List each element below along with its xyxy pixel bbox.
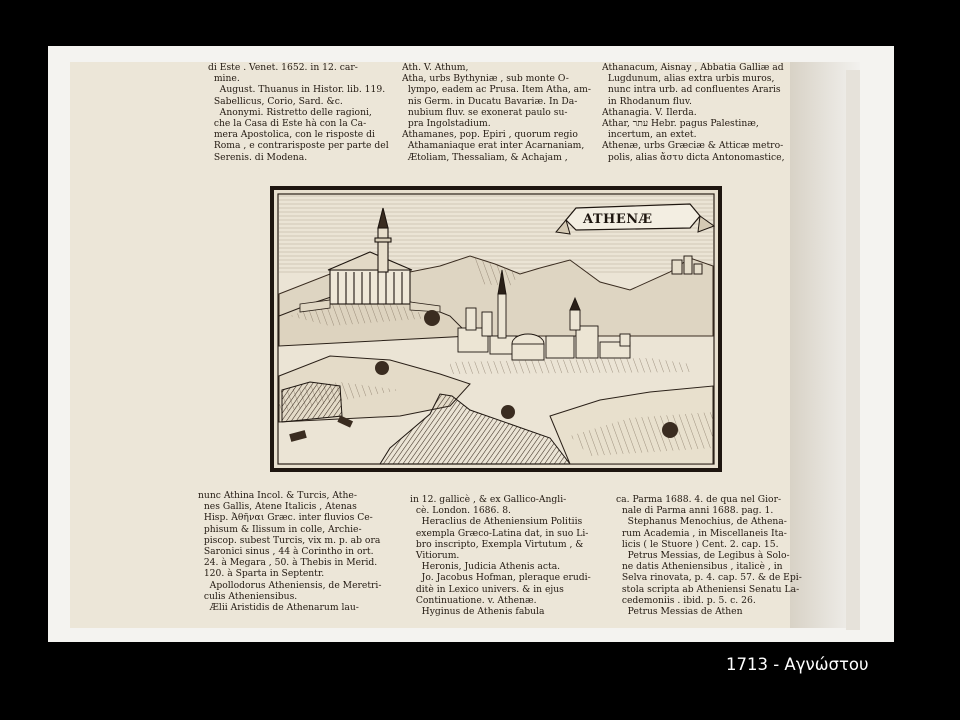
text-line: Athamaniaque erat inter Acarnaniam, (402, 140, 585, 152)
athens-engraving (270, 186, 722, 472)
text-column-top-left (208, 62, 398, 174)
image-caption: 1713 - Αγνώστου (726, 655, 869, 674)
text-line: 120. à Sparta in Septentr. (198, 568, 325, 580)
text-line: Continuatione. v. Athenæ. (410, 594, 537, 606)
text-line: nunc Athina Incol. & Turcis, Athe- (198, 490, 357, 501)
text-line: in 12. gallicè , & ex Gallico-Angli- (410, 494, 567, 505)
text-line: Hisp. Ἀθῆναι Græc. inter fluvios Ce- (198, 512, 373, 524)
text-line: Anonymi. Ristretto delle ragioni, (208, 106, 372, 118)
text-line: in Rhodanum fluv. (602, 95, 692, 107)
text-column-top-right (602, 62, 792, 182)
text-line: cedemoniis . ibid. p. 5. c. 26. (616, 594, 756, 606)
text-line: Ætoliam, Thessaliam, & Achajam , (402, 151, 568, 163)
text-line: mine. (208, 73, 240, 85)
text-line: nale di Parma anni 1688. pag. 1. (616, 505, 774, 517)
text-line: Petrus Messias de Athen (616, 606, 743, 618)
text-line: mera Apostolica, con le risposte di (208, 129, 375, 141)
text-line: Ælii Aristidis de Athenarum lau- (198, 602, 359, 614)
text-line: Heronis, Judicia Athenis acta. (410, 561, 561, 573)
text-line: Heraclius de Atheniensium Politiis (410, 516, 583, 528)
text-line: Athanagia. V. Ilerda. (602, 106, 697, 118)
text-line: August. Thuanus in Histor. lib. 119. (208, 84, 386, 96)
text-line: Hyginus de Athenis fabula (410, 606, 545, 618)
text-line: Serenis. di Modena. (208, 151, 308, 163)
text-line: ne datis Atheniensibus , italicè , in (616, 561, 783, 573)
text-line: Ath. V. Athum, (402, 62, 469, 73)
text-line: nunc intra urb. ad confluentes Araris (602, 84, 781, 96)
text-line: polis, alias ἄστυ dicta Antonomastice, (602, 151, 785, 163)
text-line: Petrus Messias, de Legibus à Solo- (616, 550, 790, 562)
text-line: phisum & Ilissum in colle, Archie- (198, 523, 362, 535)
text-line: Athanacum, Aisnay , Abbatia Galliæ ad (602, 62, 784, 73)
text-line: Saronici sinus , 44 à Corintho in ort. (198, 546, 374, 558)
text-line: pra Ingolstadium. (402, 118, 491, 130)
text-line: culis Atheniensibus. (198, 590, 298, 602)
text-line: Vitiorum. (410, 550, 460, 562)
text-line: Roma , e contrarisposte per parte del (208, 140, 389, 152)
text-column-bottom-left (198, 490, 398, 626)
text-line: bro inscripto, Exempla Virtutum , & (410, 538, 584, 550)
text-line: Jo. Jacobus Hofman, pleraque erudi- (410, 572, 591, 584)
text-line: nes Gallis, Atene Italicis , Atenas (198, 501, 357, 513)
text-line: rum Academia , in Miscellaneis Ita- (616, 527, 787, 539)
text-column-top-middle (402, 62, 596, 182)
text-line: stola scripta ab Atheniensi Senatu La- (616, 583, 800, 595)
text-column-bottom-right (616, 494, 806, 626)
text-line: Stephanus Menochius, de Athena- (616, 516, 787, 528)
text-column-bottom-middle (410, 494, 602, 626)
text-line: Athenæ, urbs Græciæ & Atticæ metro- (602, 140, 784, 152)
text-line: exempla Græco-Latina dat, in suo Li- (410, 527, 589, 539)
banner-label: ATHENÆ (583, 212, 653, 227)
text-line: Selva rinovata, p. 4. cap. 57. & de Epi- (616, 572, 802, 584)
text-line: nubium fluv. se exonerat paulo su- (402, 106, 568, 118)
text-line: di Este . Venet. 1652. in 12. car- (208, 62, 358, 73)
text-line: che la Casa di Este hà con la Ca- (208, 118, 367, 130)
text-line: Athamanes, pop. Epiri , quorum regio (402, 129, 578, 141)
text-line: licis ( le Stuore ) Cent. 2. cap. 15. (616, 538, 779, 550)
page-edge (846, 70, 860, 630)
text-line: nis Germ. in Ducatu Bavariæ. In Da- (402, 95, 578, 107)
text-line: ditè in Lexico univers. & in ejus (410, 583, 564, 595)
text-line: Atha, urbs Bythyniæ , sub monte O- (402, 73, 569, 85)
text-line: Lugdunum, alias extra urbis muros, (602, 73, 775, 85)
text-line: piscop. subest Turcis, vix m. p. ab ora (198, 534, 381, 546)
text-line: 24. à Megara , 50. à Thebis in Merid. (198, 557, 378, 569)
text-line: ca. Parma 1688. 4. de qua nel Gior- (616, 494, 782, 505)
text-line: incertum, an extet. (602, 129, 697, 141)
text-line: cè. London. 1686. 8. (410, 505, 511, 517)
text-line: Athar, עתר Hebr. pagus Palestinæ, (602, 118, 759, 130)
text-line: lympo, eadem ac Prusa. Item Atha, am- (402, 84, 591, 96)
text-line: Sabellicus, Corio, Sard. &c. (208, 95, 343, 107)
text-line: Apollodorus Atheniensis, de Meretri- (198, 579, 382, 591)
